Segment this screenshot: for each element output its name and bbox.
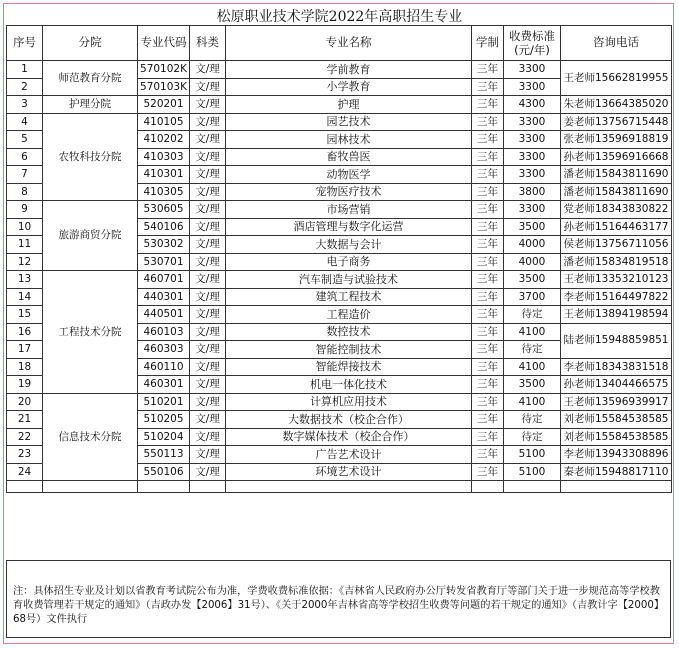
track-cell: 文/理 [190,78,226,96]
years-cell: 三年 [472,131,504,149]
major-cell: 小学教育 [226,78,472,96]
fee-cell: 4100 [504,358,561,376]
seq-cell: 4 [7,113,43,131]
phone-cell: 侯老师13756711056 [561,236,672,254]
header-phone: 咨询电话 [561,26,672,61]
track-cell: 文/理 [190,306,226,324]
header-row [7,26,672,61]
track-cell: 文/理 [190,218,226,236]
code-cell: 460110 [138,358,190,376]
phone-cell: 孙老师15164463177 [561,218,672,236]
branch-cell: 旅游商贸分院 [43,201,138,271]
code-cell: 510201 [138,393,190,411]
fee-cell: 3700 [504,288,561,306]
years-cell: 三年 [472,358,504,376]
fee-cell: 3300 [504,61,561,79]
track-cell: 文/理 [190,201,226,219]
header-code: 专业代码 [138,26,190,61]
code-cell: 410105 [138,113,190,131]
track-cell: 文/理 [190,113,226,131]
phone-cell: 陆老师15948859851 [561,323,672,358]
major-cell: 园林技术 [226,131,472,149]
blank-cell [226,481,472,493]
years-cell: 三年 [472,271,504,289]
seq-cell: 8 [7,183,43,201]
header-branch: 分院 [43,26,138,61]
phone-cell: 王老师13596939917 [561,393,672,411]
fee-cell: 待定 [504,411,561,429]
major-cell: 宠物医疗技术 [226,183,472,201]
code-cell: 530701 [138,253,190,271]
phone-cell: 姜老师13756715448 [561,113,672,131]
years-cell: 三年 [472,323,504,341]
code-cell: 410301 [138,166,190,184]
years-cell: 三年 [472,463,504,481]
seq-cell: 6 [7,148,43,166]
phone-cell: 李老师13943308896 [561,446,672,464]
track-cell: 文/理 [190,166,226,184]
track-cell: 文/理 [190,393,226,411]
branch-cell: 工程技术分院 [43,271,138,394]
code-cell: 460701 [138,271,190,289]
footnote: 注：具体招生专业及计划以省教育考试院公布为准，学费收费标准依据：《吉林省人民政府办公厅转发省教育厅等部门关于进一步规范高等学校教育收费管理若干规定的通知》（吉政办发【2006】31号）、《关于2000年吉林省高等学校招生收费等问题的若干规定的通知》（吉教计字【2000】68号）文件执行 [6,560,671,638]
major-cell: 酒店管理与数字化运营 [226,218,472,236]
phone-cell: 孙老师13404466575 [561,376,672,394]
code-cell: 520201 [138,96,190,114]
seq-cell: 3 [7,96,43,114]
blank-cell [190,481,226,493]
code-cell: 440301 [138,288,190,306]
phone-cell: 潘老师15843811690 [561,183,672,201]
seq-cell: 9 [7,201,43,219]
blank-row [7,481,672,493]
seq-cell: 17 [7,341,43,359]
fee-cell: 3500 [504,271,561,289]
fee-cell: 待定 [504,341,561,359]
years-cell: 三年 [472,306,504,324]
track-cell: 文/理 [190,463,226,481]
years-cell: 三年 [472,411,504,429]
phone-cell: 王老师13894198594 [561,306,672,324]
code-cell: 410202 [138,131,190,149]
major-cell: 护理 [226,96,472,114]
phone-cell: 刘老师15584538585 [561,428,672,446]
fee-cell: 3300 [504,113,561,131]
track-cell: 文/理 [190,131,226,149]
code-cell: 460103 [138,323,190,341]
phone-cell: 潘老师15834819518 [561,253,672,271]
major-cell: 学前教育 [226,61,472,79]
branch-cell: 农牧科技分院 [43,113,138,201]
years-cell: 三年 [472,183,504,201]
years-cell: 三年 [472,201,504,219]
seq-cell: 12 [7,253,43,271]
years-cell: 三年 [472,393,504,411]
major-cell: 大数据技术（校企合作） [226,411,472,429]
fee-cell: 待定 [504,428,561,446]
phone-cell: 孙老师13596916668 [561,148,672,166]
track-cell: 文/理 [190,183,226,201]
blank-cell [561,481,672,493]
major-cell: 大数据与会计 [226,236,472,254]
fee-cell: 待定 [504,306,561,324]
fee-cell: 4000 [504,236,561,254]
years-cell: 三年 [472,376,504,394]
fee-cell: 4100 [504,323,561,341]
years-cell: 三年 [472,218,504,236]
branch-cell: 信息技术分院 [43,393,138,481]
phone-cell: 刘老师15584538585 [561,411,672,429]
table-row [7,201,672,219]
table-row [7,61,672,79]
table-row [7,113,672,131]
years-cell: 三年 [472,148,504,166]
fee-cell: 3300 [504,201,561,219]
phone-cell: 李老师18343831518 [561,358,672,376]
seq-cell: 11 [7,236,43,254]
major-cell: 畜牧兽医 [226,148,472,166]
fee-cell: 5100 [504,446,561,464]
phone-cell: 朱老师13664385020 [561,96,672,114]
header-track: 科类 [190,26,226,61]
phone-cell: 潘老师15843811690 [561,166,672,184]
phone-cell: 秦老师15948817110 [561,463,672,481]
years-cell: 三年 [472,446,504,464]
fee-cell: 5100 [504,463,561,481]
header-seq: 序号 [7,26,43,61]
code-cell: 440501 [138,306,190,324]
major-cell: 动物医学 [226,166,472,184]
code-cell: 510205 [138,411,190,429]
code-cell: 510204 [138,428,190,446]
seq-cell: 5 [7,131,43,149]
seq-cell: 18 [7,358,43,376]
track-cell: 文/理 [190,236,226,254]
table-row [7,96,672,114]
major-cell: 工程造价 [226,306,472,324]
seq-cell: 24 [7,463,43,481]
track-cell: 文/理 [190,148,226,166]
code-cell: 570103K [138,78,190,96]
fee-cell: 3800 [504,183,561,201]
code-cell: 530605 [138,201,190,219]
seq-cell: 15 [7,306,43,324]
major-cell: 市场营销 [226,201,472,219]
branch-cell: 护理分院 [43,96,138,114]
code-cell: 460301 [138,376,190,394]
table-body [7,61,672,493]
phone-cell: 党老师18343830822 [561,201,672,219]
seq-cell: 19 [7,376,43,394]
seq-cell: 22 [7,428,43,446]
seq-cell: 1 [7,61,43,79]
years-cell: 三年 [472,253,504,271]
blank-cell [504,481,561,493]
phone-cell: 李老师15164497822 [561,288,672,306]
header-fee-line1: 收费标准 [509,29,555,43]
track-cell: 文/理 [190,288,226,306]
years-cell: 三年 [472,113,504,131]
major-cell: 电子商务 [226,253,472,271]
table-row [7,271,672,289]
blank-cell [43,481,138,493]
years-cell: 三年 [472,166,504,184]
header-years: 学制 [472,26,504,61]
seq-cell: 10 [7,218,43,236]
code-cell: 550106 [138,463,190,481]
branch-cell: 师范教育分院 [43,61,138,96]
code-cell: 410305 [138,183,190,201]
track-cell: 文/理 [190,411,226,429]
track-cell: 文/理 [190,96,226,114]
fee-cell: 3300 [504,148,561,166]
track-cell: 文/理 [190,323,226,341]
code-cell: 540106 [138,218,190,236]
major-cell: 机电一体化技术 [226,376,472,394]
code-cell: 530302 [138,236,190,254]
major-cell: 数控技术 [226,323,472,341]
seq-cell: 23 [7,446,43,464]
code-cell: 570102K [138,61,190,79]
track-cell: 文/理 [190,376,226,394]
track-cell: 文/理 [190,271,226,289]
major-cell: 广告艺术设计 [226,446,472,464]
fee-cell: 3300 [504,131,561,149]
track-cell: 文/理 [190,341,226,359]
blank-cell [7,481,43,493]
major-cell: 建筑工程技术 [226,288,472,306]
major-cell: 环境艺术设计 [226,463,472,481]
seq-cell: 13 [7,271,43,289]
header-fee-line2: (元/年) [514,43,550,57]
phone-cell: 王老师15662819955 [561,61,672,96]
admissions-table [6,25,672,493]
seq-cell: 21 [7,411,43,429]
track-cell: 文/理 [190,358,226,376]
fee-cell: 4300 [504,96,561,114]
seq-cell: 14 [7,288,43,306]
fee-cell: 3500 [504,376,561,394]
major-cell: 智能控制技术 [226,341,472,359]
track-cell: 文/理 [190,61,226,79]
code-cell: 550113 [138,446,190,464]
major-cell: 园艺技术 [226,113,472,131]
track-cell: 文/理 [190,446,226,464]
fee-cell: 4000 [504,253,561,271]
phone-cell: 张老师13596918819 [561,131,672,149]
years-cell: 三年 [472,96,504,114]
seq-cell: 20 [7,393,43,411]
track-cell: 文/理 [190,253,226,271]
phone-cell: 王老师13353210123 [561,271,672,289]
seq-cell: 16 [7,323,43,341]
seq-cell: 2 [7,78,43,96]
header-fee [504,26,561,61]
table-row [7,393,672,411]
page-title: 松原职业技术学院2022年高职招生专业 [216,9,463,25]
years-cell: 三年 [472,61,504,79]
track-cell: 文/理 [190,428,226,446]
fee-cell: 4100 [504,393,561,411]
years-cell: 三年 [472,428,504,446]
major-cell: 数字媒体技术（校企合作） [226,428,472,446]
seq-cell: 7 [7,166,43,184]
major-cell: 计算机应用技术 [226,393,472,411]
header-major: 专业名称 [226,26,472,61]
blank-cell [138,481,190,493]
code-cell: 460303 [138,341,190,359]
code-cell: 410303 [138,148,190,166]
fee-cell: 3300 [504,78,561,96]
years-cell: 三年 [472,236,504,254]
major-cell: 智能焊接技术 [226,358,472,376]
blank-cell [472,481,504,493]
years-cell: 三年 [472,78,504,96]
fee-cell: 3500 [504,218,561,236]
major-cell: 汽车制造与试验技术 [226,271,472,289]
fee-cell: 3300 [504,166,561,184]
years-cell: 三年 [472,288,504,306]
years-cell: 三年 [472,341,504,359]
